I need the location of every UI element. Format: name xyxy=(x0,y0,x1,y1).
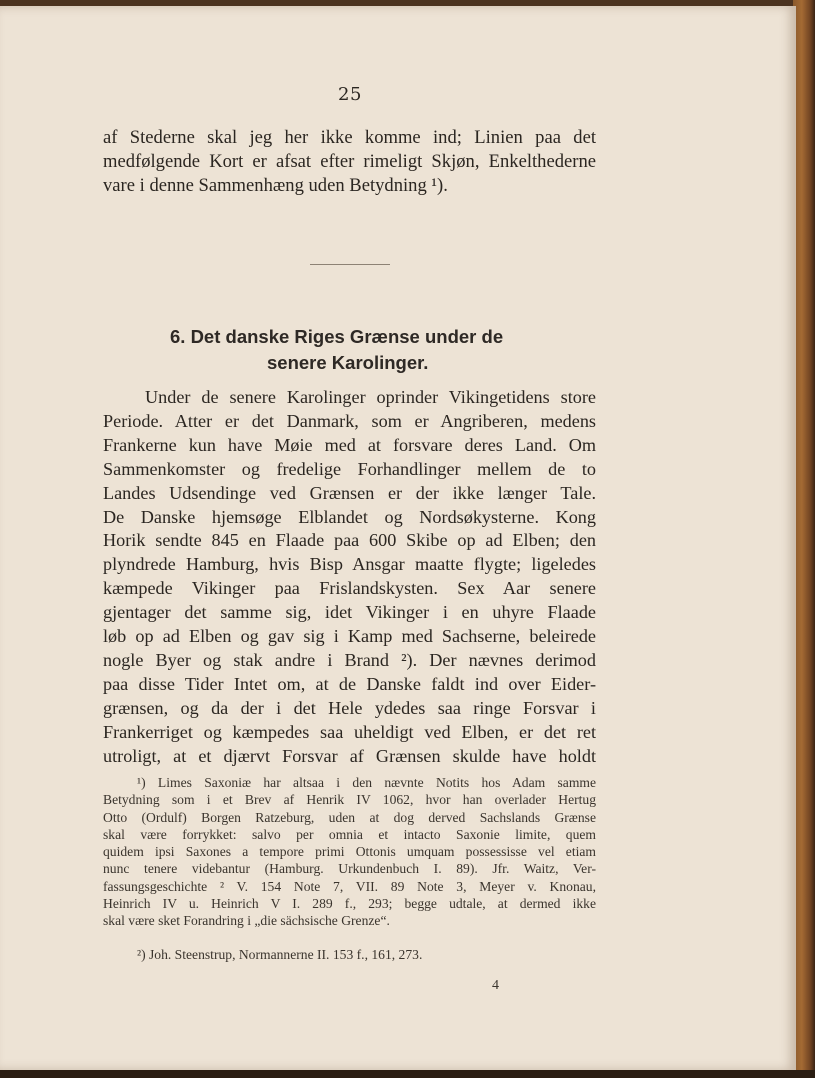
footnote-line: ¹) Limes Saxoniæ har altsaa i den nævnte Notits hos Adam samme xyxy=(137,775,596,790)
book-bottom-edge xyxy=(0,1070,815,1078)
text-line: Horik sendte 845 en Flaade paa 600 Skibe op ad Elben; den xyxy=(103,530,596,551)
footnote-1 xyxy=(103,774,596,930)
text-line: vare i denne Sammenhæng uden Betydning ¹). xyxy=(103,174,448,196)
text-line: paa disse Tider Intet om, at de Danske faldt ind over Eider- xyxy=(103,673,596,694)
heading-line-1: 6. Det danske Riges Grænse under de xyxy=(170,326,504,347)
footnote-line: Betydning som i et Brev af Henrik IV 1062, hvor han overlader Hertug xyxy=(103,792,596,808)
book-page xyxy=(0,6,796,1070)
text-line: Landes Udsendinge ved Grænsen er der ikke længer Tale. xyxy=(103,482,596,503)
text-line: Periode. Atter er det Danmark, som er Angriberen, medens xyxy=(103,410,596,431)
paragraph-main xyxy=(103,386,596,769)
text-line: Sammenkomster og fredelige Forhandlinger mellem de to xyxy=(103,458,596,479)
footnote-line: Heinrich IV u. Heinrich V I. 289 f., 293; begge udtale, at dermed ikke xyxy=(103,896,596,912)
section-divider xyxy=(310,264,390,265)
text-line: løb op ad Elben og gav sig i Kamp med Sachserne, beleirede xyxy=(103,626,596,647)
footnote-line: ²) Joh. Steenstrup, Normannerne II. 153 f., 161, 273. xyxy=(137,947,423,962)
footnote-2 xyxy=(103,946,596,963)
page-number: 25 xyxy=(338,84,362,105)
footnote-line: fassungsgeschichte ² V. 154 Note 7, VII. 89 Note 3, Meyer v. Knonau, xyxy=(103,878,596,894)
footnote-line: quidem ipsi Saxones a tempore primi Ottonis umquam possessisse vel etiam xyxy=(103,844,596,860)
heading-line-2: senere Karolinger. xyxy=(267,352,429,373)
signature-mark: 4 xyxy=(492,978,499,993)
text-line: Frankerriget og kæmpedes saa uheldigt ved Elben, er det ret xyxy=(103,721,596,742)
text-line: De Danske hjemsøge Elblandet og Nordsøkysterne. Kong xyxy=(103,506,596,527)
text-line: medfølgende Kort er afsat efter rimeligt Skjøn, Enkelthederne xyxy=(103,150,596,172)
book-binding xyxy=(793,0,815,1078)
footnote-line: skal være sket Forandring i „die sächsische Grenze“. xyxy=(103,913,390,929)
text-line: af Stederne skal jeg her ikke komme ind; Linien paa det xyxy=(103,127,596,148)
text-line: Frankerne kun have Møie med at forsvare deres Land. Om xyxy=(103,434,596,455)
text-line: grænsen, og da der i det Hele ydedes saa ringe Forsvar i xyxy=(103,697,596,718)
section-heading xyxy=(170,324,530,376)
text-line: kæmpede Vikinger paa Frislandskysten. Sex Aar senere xyxy=(103,578,596,599)
text-line: plyndrede Hamburg, hvis Bisp Ansgar maatte flygte; ligeledes xyxy=(103,554,596,575)
footnote-line: skal være forrykket: salvo per omnia et intacto Saxonie limite, quem xyxy=(103,826,596,842)
footnote-line: Otto (Ordulf) Borgen Ratzeburg, uden at dog derved Sachslands Grænse xyxy=(103,809,596,825)
text-line: nogle Byer og stak andre i Brand ²). Der nævnes derimod xyxy=(103,649,596,670)
paragraph-intro xyxy=(103,126,596,197)
text-line: Under de senere Karolinger oprinder Vikingetidens store xyxy=(145,387,596,407)
footnote-line: nunc tenere videbantur (Hamburg. Urkundenbuch I. 89). Jfr. Waitz, Ver- xyxy=(103,861,596,877)
text-line: gjentager det samme sig, idet Vikinger i en uhyre Flaade xyxy=(103,602,596,623)
text-line: utroligt, at et djærvt Forsvar af Grænsen skulde have holdt xyxy=(103,745,596,766)
